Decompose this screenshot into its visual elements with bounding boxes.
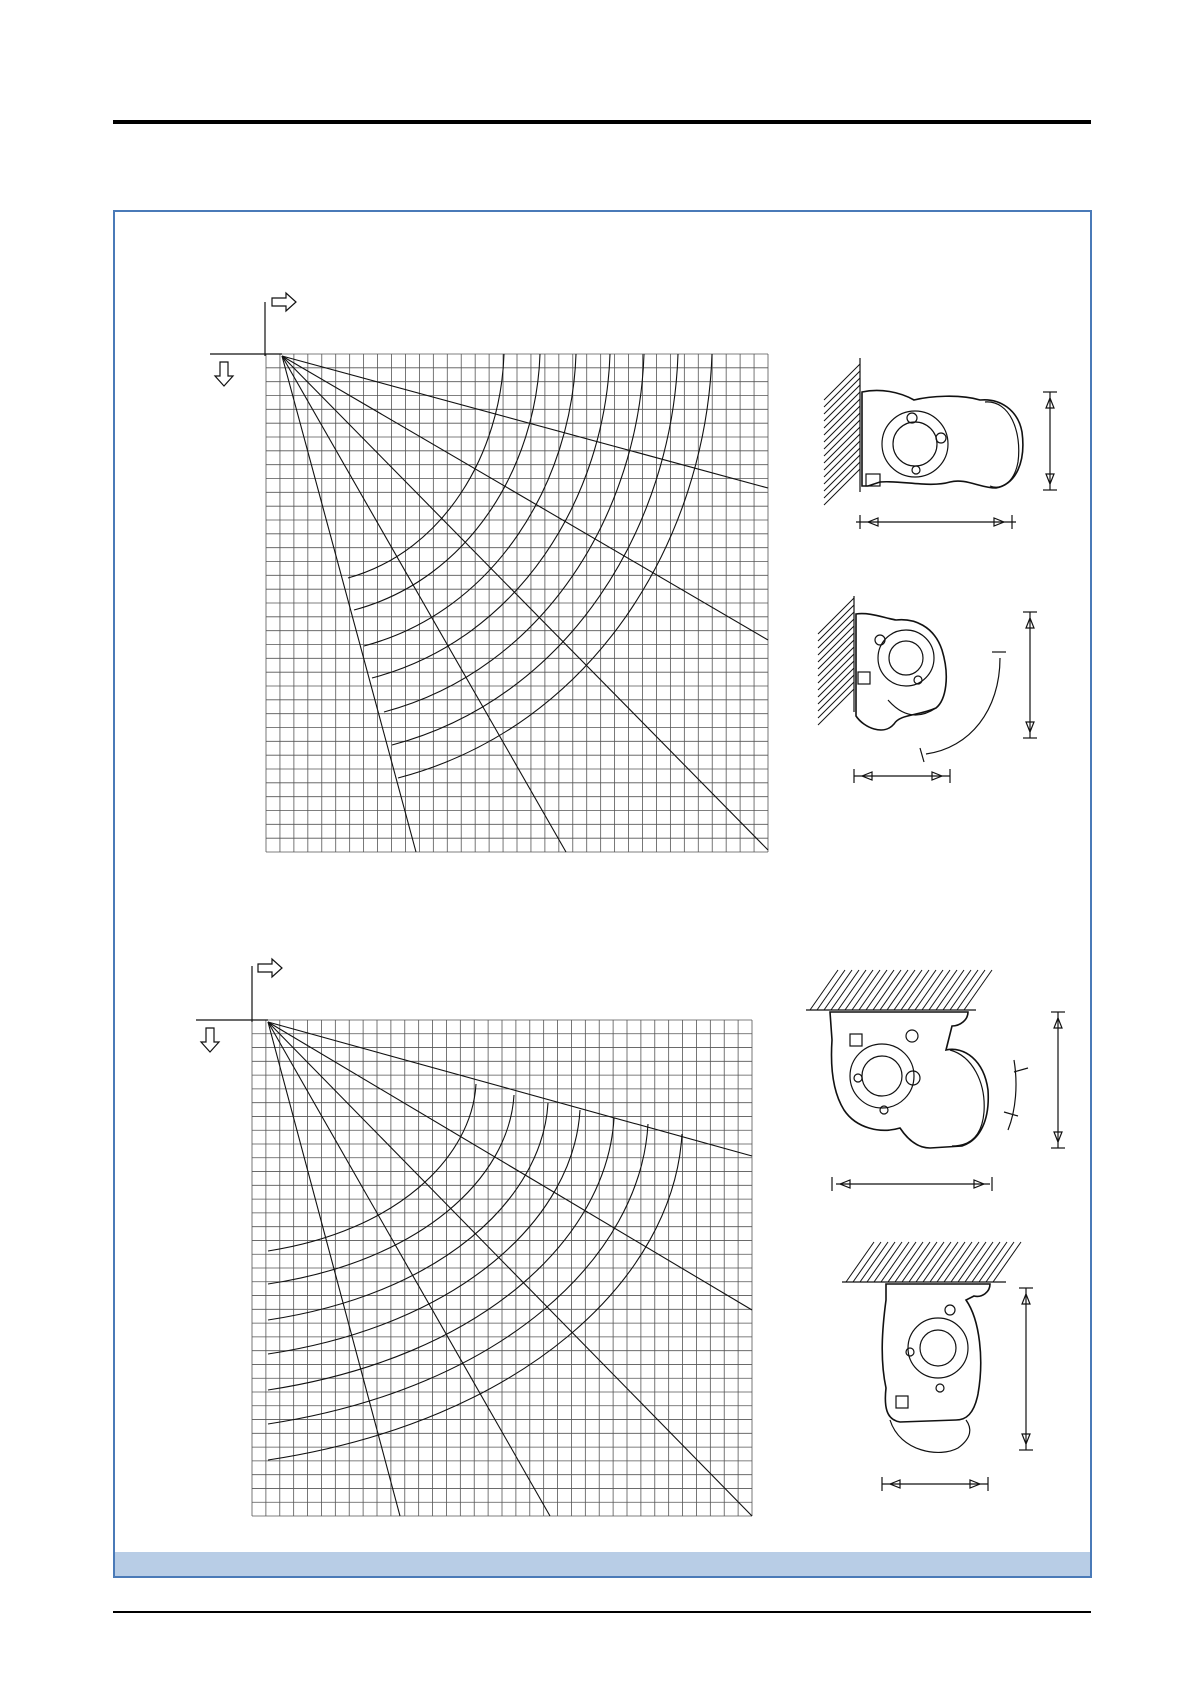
wall-hatch [824, 364, 860, 505]
arc-curve [398, 354, 712, 778]
rays [268, 1022, 752, 1516]
hatch-line [972, 1242, 1000, 1282]
hatch-line [853, 1242, 881, 1282]
hatch-line [859, 970, 887, 1010]
arc-curve [364, 354, 576, 646]
hatch-line [860, 1242, 888, 1282]
hatch-line [818, 689, 854, 725]
hatch-line [824, 469, 860, 505]
hatch-line [957, 970, 985, 1010]
hatch-line [824, 385, 860, 421]
wall-bracket-retracted [824, 358, 1057, 529]
hatch-line [930, 1242, 958, 1282]
ray-line [282, 356, 416, 852]
hatch-line [824, 441, 860, 477]
hatch-line [929, 970, 957, 1010]
hatch-line [824, 413, 860, 449]
hatch-line [950, 970, 978, 1010]
hatch-line [810, 970, 838, 1010]
hatch-line [824, 378, 860, 414]
hatch-line [818, 633, 854, 669]
hatch-line [873, 970, 901, 1010]
arrow-down-icon [215, 362, 233, 386]
axis-origin-1 [210, 302, 282, 356]
ceiling-hatch [846, 1242, 1021, 1282]
ceiling-bracket-retracted [806, 970, 1065, 1191]
wall-bracket-tilted [818, 596, 1037, 783]
hatch-line [944, 1242, 972, 1282]
hatch-line [852, 970, 880, 1010]
arc-curve [268, 1134, 682, 1460]
hatch-line [824, 371, 860, 407]
ray-line [282, 356, 566, 852]
wall-hatch [818, 598, 854, 725]
hatch-line [818, 640, 854, 676]
ray-line [282, 356, 768, 640]
hatch-line [964, 970, 992, 1010]
hatch-line [958, 1242, 986, 1282]
hatch-line [916, 1242, 944, 1282]
hatch-line [846, 1242, 874, 1282]
hatch-line [818, 661, 854, 697]
hatch-line [881, 1242, 909, 1282]
hatch-line [818, 619, 854, 655]
hatch-line [818, 605, 854, 641]
hatch-line [895, 1242, 923, 1282]
hatch-line [824, 420, 860, 456]
arc-curve [268, 1110, 580, 1354]
hatch-line [923, 1242, 951, 1282]
arrow-right-icon [258, 959, 282, 977]
chart-ceiling-mount [252, 1020, 752, 1516]
hatch-line [894, 970, 922, 1010]
hatch-line [824, 448, 860, 484]
hatch-line [922, 970, 950, 1010]
hatch-line [818, 626, 854, 662]
grid [252, 1020, 752, 1516]
hatch-line [867, 1242, 895, 1282]
hatch-line [824, 392, 860, 428]
arcs [268, 1084, 682, 1460]
arc-curve [348, 354, 504, 578]
hatch-line [993, 1242, 1021, 1282]
hatch-line [936, 970, 964, 1010]
hatch-line [909, 1242, 937, 1282]
hatch-line [965, 1242, 993, 1282]
axis-origin-2 [196, 966, 268, 1022]
hatch-line [824, 462, 860, 498]
arc-curve [268, 1103, 548, 1320]
grid [266, 354, 768, 852]
arrow-down-icon [201, 1028, 219, 1052]
hatch-line [824, 399, 860, 435]
hatch-line [866, 970, 894, 1010]
hatch-line [824, 434, 860, 470]
rays [282, 356, 768, 852]
hatch-line [888, 1242, 916, 1282]
ray-line [268, 1022, 752, 1516]
hatch-line [818, 675, 854, 711]
hatch-line [818, 668, 854, 704]
hatch-line [831, 970, 859, 1010]
hatch-line [838, 970, 866, 1010]
hatch-line [824, 406, 860, 442]
hatch-line [817, 970, 845, 1010]
hatch-line [824, 970, 852, 1010]
ray-line [268, 1022, 550, 1516]
hatch-line [818, 598, 854, 634]
hatch-line [845, 970, 873, 1010]
arc-curve [268, 1084, 476, 1251]
hatch-line [824, 455, 860, 491]
hatch-line [874, 1242, 902, 1282]
hatch-line [902, 1242, 930, 1282]
hatch-line [818, 654, 854, 690]
hatch-line [937, 1242, 965, 1282]
hatch-line [901, 970, 929, 1010]
hatch-line [818, 647, 854, 683]
hatch-line [986, 1242, 1014, 1282]
hatch-line [880, 970, 908, 1010]
hatch-line [887, 970, 915, 1010]
hatch-line [943, 970, 971, 1010]
hatch-line [979, 1242, 1007, 1282]
arrow-right-icon [272, 293, 296, 311]
hatch-line [824, 427, 860, 463]
chart-wall-mount [266, 354, 768, 852]
ceiling-hatch [810, 970, 992, 1010]
hatch-line [915, 970, 943, 1010]
hatch-line [818, 612, 854, 648]
hatch-line [951, 1242, 979, 1282]
ceiling-bracket-tilted [842, 1242, 1033, 1491]
hatch-line [818, 682, 854, 718]
hatch-line [824, 364, 860, 400]
hatch-line [908, 970, 936, 1010]
